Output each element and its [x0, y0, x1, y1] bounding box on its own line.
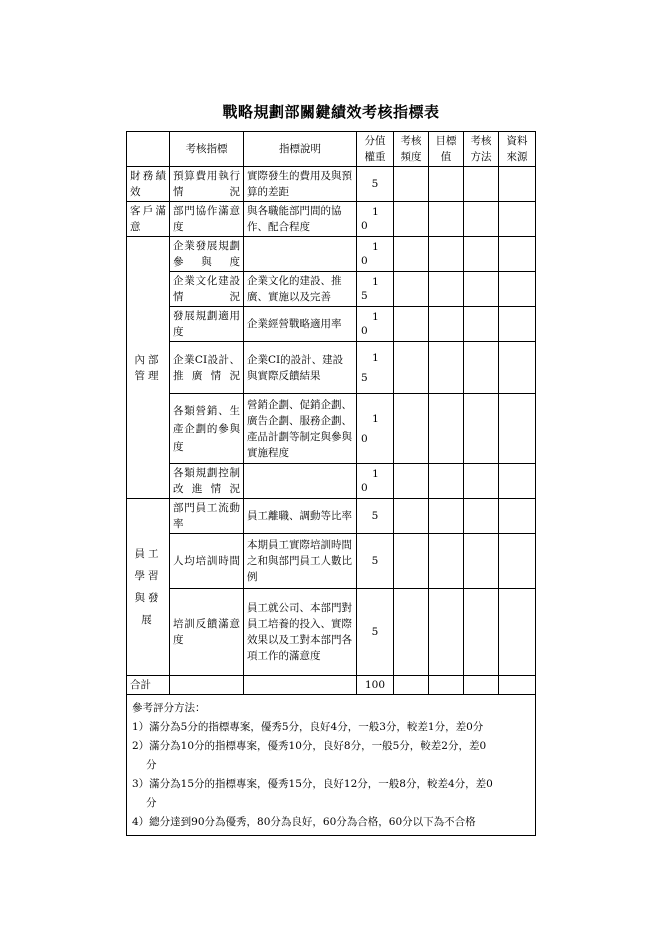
category-learning	[127, 499, 170, 676]
header-row	[127, 132, 536, 167]
row-indicator: 企業發展規劃參與度	[170, 237, 244, 272]
total-label: 合計	[127, 676, 170, 695]
weight-digit-1: 1	[372, 241, 379, 253]
category-internal	[127, 237, 170, 499]
table-row	[127, 272, 536, 307]
row-method	[464, 499, 499, 534]
row-weight	[357, 237, 394, 272]
weight-digit-2: 0	[361, 220, 368, 232]
row-target	[429, 202, 464, 237]
table-row	[127, 307, 536, 342]
weight-digit-1: 1	[372, 468, 379, 480]
table-row	[127, 589, 536, 676]
row-frequency	[394, 202, 429, 237]
row-method	[464, 202, 499, 237]
row-source	[499, 307, 536, 342]
row-target	[429, 589, 464, 676]
row-source	[499, 342, 536, 394]
weight-digit-1: 1	[372, 276, 379, 288]
document-title: 戰略規劃部關鍵績效考核指標表	[222, 103, 440, 121]
header-source: 資料來源	[499, 132, 536, 167]
note-3: 3）滿分為15分的指標專案，優秀15分，良好12分，一般8分，較差4分，差0	[132, 778, 493, 790]
row-weight	[357, 272, 394, 307]
weight-digit-1: 1	[372, 351, 379, 364]
row-indicator: 人均培訓時間	[170, 534, 244, 589]
header-target: 目標值	[429, 132, 464, 167]
row-frequency	[394, 394, 429, 464]
header-category	[127, 132, 170, 167]
row-method	[464, 589, 499, 676]
row-frequency	[394, 464, 429, 499]
row-description: 企業經營戰略適用率	[244, 307, 357, 342]
row-description: 本期員工實際培訓時間之和與部門員工人數比例	[244, 534, 357, 589]
scoring-notes	[127, 695, 536, 836]
row-frequency	[394, 534, 429, 589]
note-3-cont: 分	[146, 797, 157, 809]
row-frequency	[394, 167, 429, 202]
category-finance: 財務績效	[127, 167, 170, 202]
row-target	[429, 534, 464, 589]
row-method	[464, 167, 499, 202]
row-description	[244, 464, 357, 499]
row-description	[244, 237, 357, 272]
table-row	[127, 464, 536, 499]
row-method	[464, 464, 499, 499]
total-empty	[394, 676, 429, 695]
row-indicator: 預算費用執行情況	[170, 167, 244, 202]
row-indicator: 發展規劃適用度	[170, 307, 244, 342]
row-source	[499, 167, 536, 202]
row-weight	[357, 464, 394, 499]
row-frequency	[394, 342, 429, 394]
row-weight	[357, 202, 394, 237]
weight-digit-2: 0	[361, 325, 368, 337]
row-indicator: 部門員工流動率	[170, 499, 244, 534]
weight-digit-1: 1	[372, 311, 379, 323]
row-target	[429, 342, 464, 394]
row-target	[429, 167, 464, 202]
row-weight	[357, 394, 394, 464]
row-target	[429, 464, 464, 499]
row-source	[499, 589, 536, 676]
row-frequency	[394, 499, 429, 534]
row-frequency	[394, 237, 429, 272]
note-2: 2）滿分為10分的指標專案，優秀10分，良好8分，一般5分，較差2分，差0	[132, 740, 487, 752]
row-indicator: 企業文化建設情況	[170, 272, 244, 307]
total-empty	[244, 676, 357, 695]
total-empty	[499, 676, 536, 695]
total-empty	[429, 676, 464, 695]
total-empty	[464, 676, 499, 695]
table-row	[127, 499, 536, 534]
row-frequency	[394, 589, 429, 676]
weight-digit-2: 0	[361, 255, 368, 267]
header-frequency: 考核頻度	[394, 132, 429, 167]
row-method	[464, 307, 499, 342]
total-row	[127, 676, 536, 695]
row-frequency	[394, 272, 429, 307]
row-source	[499, 499, 536, 534]
table-row	[127, 342, 536, 394]
row-description: 員工就公司、本部門對員工培養的投入、實際效果以及工對本部門各項工作的滿意度	[244, 589, 357, 676]
row-description: 與各職能部門間的協作、配合程度	[244, 202, 357, 237]
table-row	[127, 237, 536, 272]
row-weight	[357, 307, 394, 342]
weight-digit-1: 1	[372, 206, 379, 218]
table-row	[127, 534, 536, 589]
row-description: 企業文化的建設、推廣、實施以及完善	[244, 272, 357, 307]
table-row	[127, 167, 536, 202]
row-target	[429, 499, 464, 534]
notes-heading: 參考評分方法：	[132, 702, 206, 714]
row-weight: 5	[357, 167, 394, 202]
row-source	[499, 534, 536, 589]
table-row	[127, 202, 536, 237]
row-indicator: 部門協作滿意度	[170, 202, 244, 237]
row-method	[464, 534, 499, 589]
row-description: 營銷企劃、促銷企劃、廣告企劃、服務企劃、產品計劃等制定與參與實施程度	[244, 394, 357, 464]
row-source	[499, 464, 536, 499]
kpi-table	[126, 131, 536, 836]
row-method	[464, 237, 499, 272]
weight-digit-2: 5	[361, 371, 368, 384]
row-indicator: 培訓反饋滿意度	[170, 589, 244, 676]
row-target	[429, 237, 464, 272]
category-learning-label: 員工學習與發展	[134, 548, 162, 626]
row-weight: 5	[357, 499, 394, 534]
weight-digit-2: 5	[361, 290, 368, 302]
row-description: 員工離職、調動等比率	[244, 499, 357, 534]
note-4: 4）總分達到90分為優秀，80分為良好，60分為合格，60分以下為不合格	[132, 816, 476, 828]
header-indicator: 考核指標	[170, 132, 244, 167]
category-internal-label: 內部管理	[134, 353, 162, 382]
header-description: 指標說明	[244, 132, 357, 167]
row-source	[499, 202, 536, 237]
row-weight	[357, 342, 394, 394]
row-indicator: 企業CI設計、推廣情況	[170, 342, 244, 394]
note-1: 1）滿分為5分的指標專案，優秀5分，良好4分，一般3分，較差1分，差0分	[132, 721, 484, 733]
row-description: 實際發生的費用及與預算的差距	[244, 167, 357, 202]
row-target	[429, 272, 464, 307]
weight-digit-2: 0	[361, 482, 368, 494]
weight-digit-1: 1	[372, 412, 379, 425]
row-weight: 5	[357, 534, 394, 589]
row-method	[464, 272, 499, 307]
table-row	[127, 394, 536, 464]
row-method	[464, 342, 499, 394]
header-weight: 分值權重	[357, 132, 394, 167]
row-method	[464, 394, 499, 464]
note-2-cont: 分	[146, 759, 157, 771]
row-frequency	[394, 307, 429, 342]
notes-row	[127, 695, 536, 836]
row-source	[499, 272, 536, 307]
total-empty	[170, 676, 244, 695]
row-indicator: 各類營銷、生產企劃的參與度	[170, 394, 244, 464]
category-customer: 客戶滿意	[127, 202, 170, 237]
weight-digit-2: 0	[361, 432, 368, 445]
row-description: 企業CI的設計、建設與實際反饋結果	[244, 342, 357, 394]
row-target	[429, 394, 464, 464]
row-target	[429, 307, 464, 342]
header-method: 考核方法	[464, 132, 499, 167]
total-value: 100	[357, 676, 394, 695]
row-source	[499, 394, 536, 464]
row-source	[499, 237, 536, 272]
row-indicator: 各類規劃控制改進情況	[170, 464, 244, 499]
row-weight: 5	[357, 589, 394, 676]
